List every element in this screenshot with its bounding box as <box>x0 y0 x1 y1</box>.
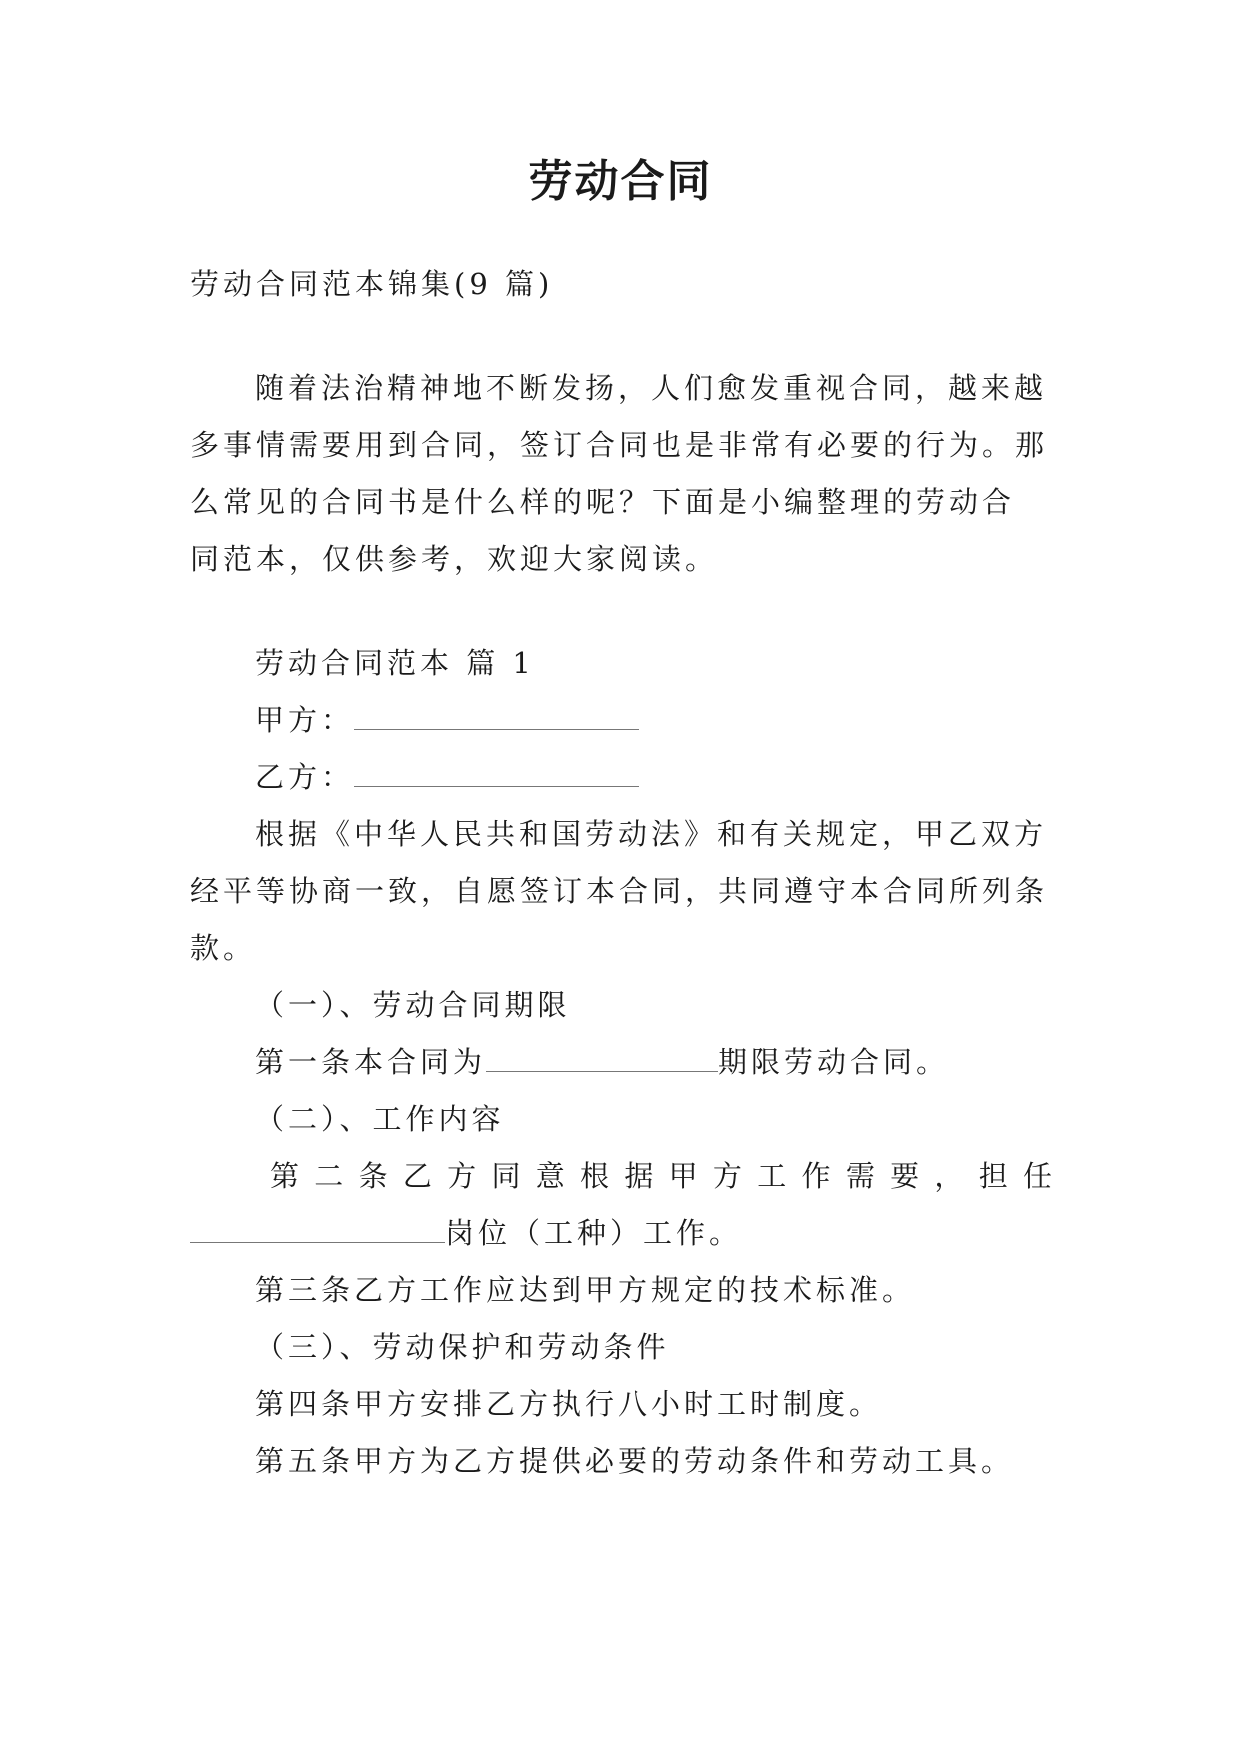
article-1-blank <box>486 1041 718 1072</box>
intro-line-4: 同范本，仅供参考，欢迎大家阅读。 <box>190 542 719 576</box>
clause-1-heading: （一）、劳动合同期限 <box>255 988 571 1022</box>
preamble-line-1: 根据《中华人民共和国劳动法》和有关规定，甲乙双方 <box>255 817 1048 851</box>
clause-2-heading: （二）、工作内容 <box>255 1102 505 1136</box>
party-a-row <box>255 698 1052 742</box>
article-1-suffix: 期限劳动合同。 <box>718 1045 950 1079</box>
article-2-line-1: 第 二 条 乙 方 同 意 根 据 甲 方 工 作 需 要 ， 担 任 <box>270 1159 1052 1193</box>
article-2-suffix: 岗位（工种）工作。 <box>445 1216 743 1250</box>
section-heading: 劳动合同范本 篇 1 <box>255 646 535 680</box>
article-1-row <box>255 1040 1052 1084</box>
intro-line-3: 么常见的合同书是什么样的呢？下面是小编整理的劳动合 <box>190 485 1016 519</box>
party-a-label: 甲方： <box>255 703 355 737</box>
document-title: 劳动合同 <box>528 156 713 207</box>
article-3: 第三条乙方工作应达到甲方规定的技术标准。 <box>255 1273 916 1307</box>
document-subtitle: 劳动合同范本锦集(9 篇) <box>190 267 554 301</box>
party-b-label: 乙方： <box>255 760 355 794</box>
article-4: 第四条甲方安排乙方执行八小时工时制度。 <box>255 1387 883 1421</box>
article-2-row <box>190 1211 1052 1255</box>
preamble-line-2: 经平等协商一致，自愿签订本合同，共同遵守本合同所列条 <box>190 874 1049 908</box>
article-5: 第五条甲方为乙方提供必要的劳动条件和劳动工具。 <box>255 1444 1015 1478</box>
intro-line-2: 多事情需要用到合同，签订合同也是非常有必要的行为。那 <box>190 428 1049 462</box>
article-2-blank <box>190 1212 445 1243</box>
party-a-blank <box>354 699 639 730</box>
intro-line-1: 随着法治精神地不断发扬，人们愈发重视合同，越来越 <box>255 371 1048 405</box>
party-b-row <box>255 755 1052 799</box>
party-b-blank <box>354 756 639 787</box>
preamble-line-3: 款。 <box>190 931 257 965</box>
article-1-prefix: 第一条本合同为 <box>255 1045 487 1079</box>
clause-3-heading: （三）、劳动保护和劳动条件 <box>255 1330 670 1364</box>
